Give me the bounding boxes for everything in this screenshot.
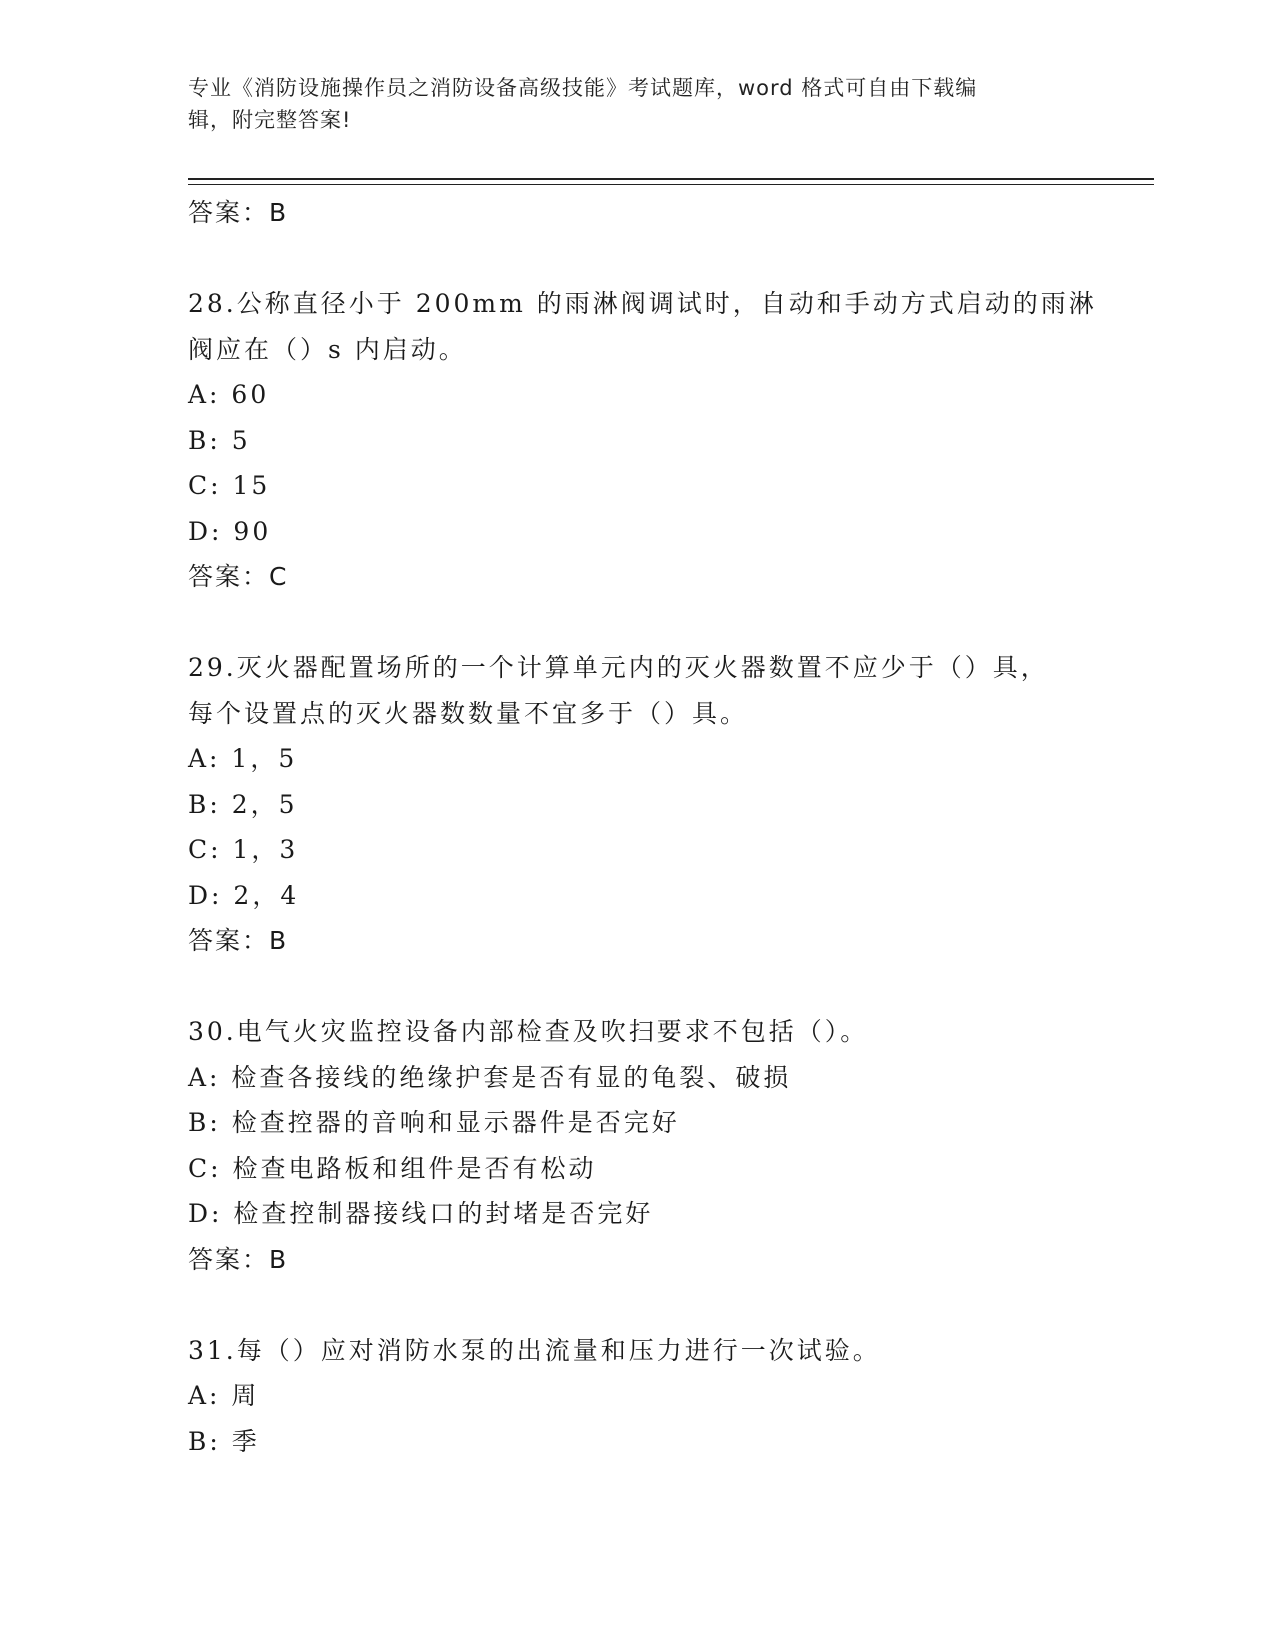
spacer: [188, 600, 1088, 646]
option-b: B: 季: [188, 1426, 260, 1456]
answer: 答案：C: [188, 562, 289, 591]
question-28: [188, 281, 1097, 600]
option-a: A: 60: [188, 380, 270, 409]
spacer: [188, 236, 1088, 282]
option-c: C: 1，3: [188, 835, 299, 864]
question-31: [188, 1328, 1088, 1465]
option-a: A: 周: [188, 1381, 260, 1410]
option-d: D: 检查控制器接线口的封堵是否完好: [188, 1199, 654, 1228]
header-line-1: 专业《消防设施操作员之消防设备高级技能》考试题库，word 格式可自由下载编: [188, 76, 978, 100]
question-stem-line: 31.每（）应对消防水泵的出流量和压力进行一次试验。: [188, 1335, 881, 1365]
option-a: A: 检查各接线的绝缘护套是否有显的龟裂、破损: [188, 1062, 792, 1092]
answer: 答案：B: [188, 1244, 289, 1274]
spacer: [188, 964, 1088, 1010]
option-d: D: 90: [188, 516, 272, 546]
option-a: A: 1，5: [188, 744, 298, 773]
question-stem-line: 29.灭火器配置场所的一个计算单元内的灭火器数置不应少于（）具，: [188, 653, 1049, 682]
header-divider-thin: [188, 184, 1154, 185]
header-divider-thick: [188, 178, 1154, 180]
header-line-2: 辑，附完整答案!: [188, 108, 352, 132]
question-29: [188, 645, 1088, 964]
question-stem-line: 28.公称直径小于 200mm 的雨淋阀调试时，自动和手动方式启动的雨淋: [188, 289, 1097, 318]
question-stem-line: 30.电气火灾监控设备内部检查及吹扫要求不包括（）。: [188, 1017, 869, 1046]
question-stem-line: 每个设置点的灭火器数数量不宜多于（）具。: [188, 698, 749, 728]
previous-answer: 答案：B: [188, 198, 289, 227]
option-c: C: 检查电路板和组件是否有松动: [188, 1153, 597, 1183]
question-list: [188, 190, 1097, 1464]
answer: 答案：B: [188, 926, 289, 955]
page-header: [188, 72, 1068, 136]
option-c: C: 15: [188, 471, 271, 500]
option-d: D: 2，4: [188, 880, 300, 910]
spacer: [188, 1282, 1088, 1328]
option-b: B: 检查控器的音响和显示器件是否完好: [188, 1108, 680, 1137]
question-stem-line: 阀应在（）s 内启动。: [188, 334, 467, 364]
option-b: B: 2，5: [188, 789, 298, 819]
option-b: B: 5: [188, 425, 251, 455]
question-30: [188, 1009, 1088, 1282]
